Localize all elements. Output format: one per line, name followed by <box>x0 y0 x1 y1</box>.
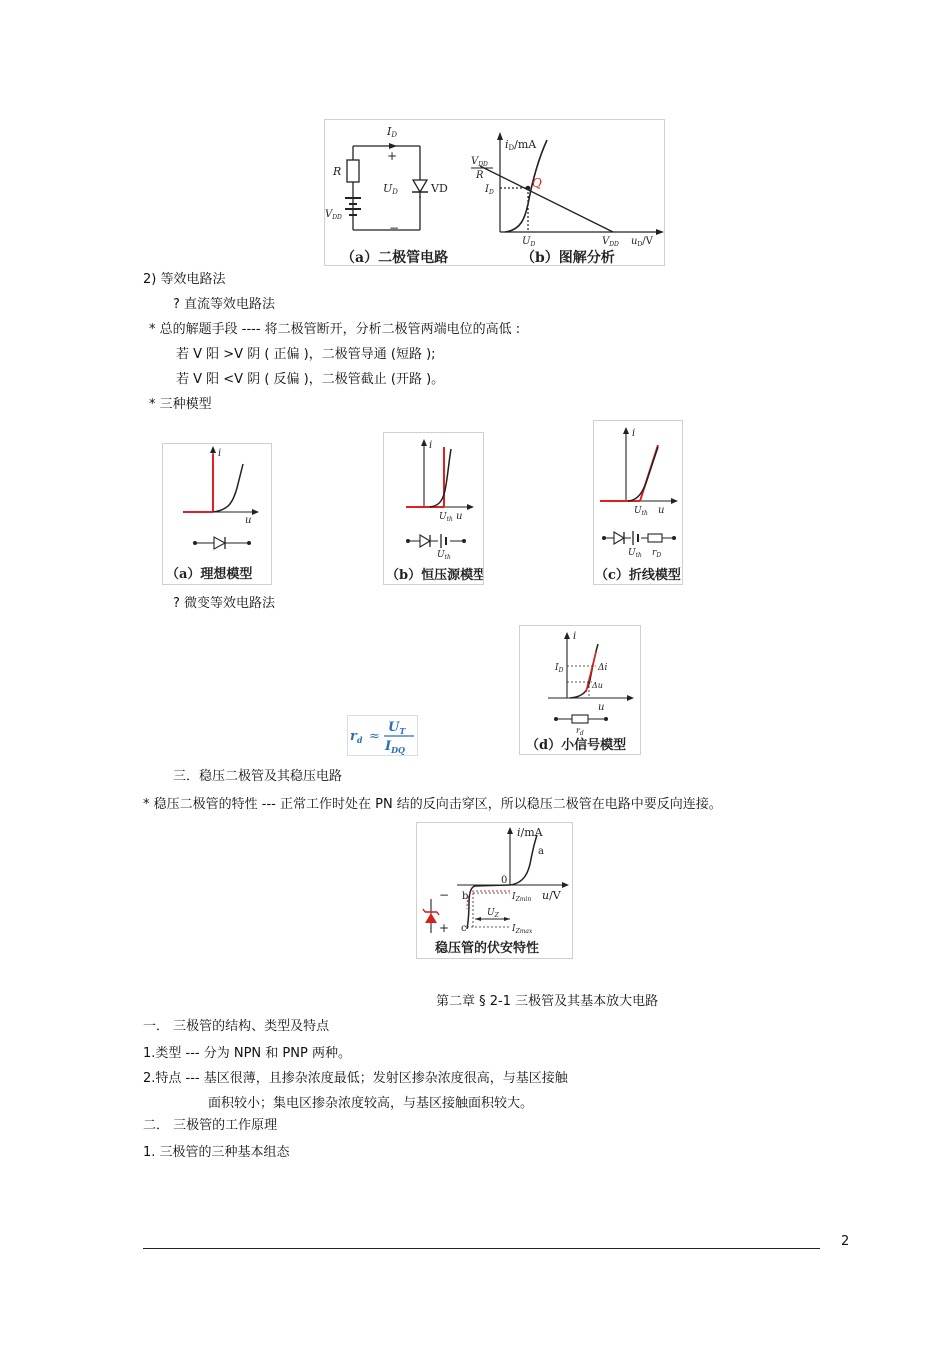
ss-resistor-symbol <box>554 715 608 723</box>
item-features: 2.特点 --- 基区很薄，且掺杂浓度最低；发射区掺杂浓度很高，与基区接触 <box>143 1071 568 1086</box>
ideal-diode-symbol <box>193 537 251 549</box>
ud-axis-label: $U_D$ <box>522 236 536 248</box>
zener-minus-label: − <box>439 888 450 902</box>
figure-piecewise-model <box>593 420 683 585</box>
note-solution-method: * 总的解题手段 ---- 将二极管断开，分析二极管两端电位的高低 : <box>149 322 521 337</box>
zener-diode-symbol <box>423 899 439 933</box>
zener-y-label: i/mA <box>517 826 543 839</box>
section-working-principle: 二． 三极管的工作原理 <box>143 1118 278 1133</box>
caption-a: （a）二极管电路 <box>341 250 449 265</box>
cv-diode-symbol <box>406 534 466 548</box>
item-small-signal-equivalent: ? 微变等效电路法 <box>173 596 276 611</box>
zener-uz-label: $U_Z$ <box>487 908 499 919</box>
formula-num: $U_T$ <box>388 720 406 736</box>
pw-uth-symbol-label: $U_{th}$ <box>628 548 642 559</box>
zener-x-label: u/V <box>542 889 561 902</box>
cv-uth-label: $U_{th}$ <box>439 512 453 523</box>
pw-u-label: u <box>658 505 665 516</box>
ss-di-label: Δi <box>598 663 608 673</box>
note-three-models: * 三种模型 <box>149 397 212 412</box>
id-label: ID <box>387 125 397 139</box>
zener-c-label: c <box>461 923 467 934</box>
formula-svg <box>348 716 417 755</box>
zener-izmin-label: $I_{Zmin}$ <box>512 892 532 903</box>
ideal-i-label: i <box>218 448 222 459</box>
item-types: 1.类型 --- 分为 NPN 和 PNP 两种。 <box>143 1046 351 1061</box>
ss-id-label: $I_D$ <box>555 663 564 674</box>
page-number: 2 <box>841 1234 850 1249</box>
cv-i-label: i <box>429 440 433 451</box>
zener-b-label: b <box>462 891 469 902</box>
axis-x-label: $u_D/V$ <box>631 236 653 248</box>
axis-y-label: iD/mA <box>505 138 537 152</box>
heading-zener: 三．稳压二极管及其稳压电路 <box>173 769 343 784</box>
caption-constant-voltage-model: （b）恒压源模型 <box>386 568 483 583</box>
zener-origin-label: 0 <box>501 875 508 886</box>
resistor-r <box>347 160 359 182</box>
formula-rd <box>347 715 418 756</box>
pw-diode-symbol <box>602 531 676 545</box>
diode-circuit-svg <box>325 120 664 265</box>
small-signal-model-svg <box>520 626 640 754</box>
id-axis-label: $I_D$ <box>485 184 494 196</box>
item-dc-equivalent: ? 直流等效电路法 <box>173 297 276 312</box>
rule-forward-bias: 若 V 阳 >V 阴 ( 正偏 )，二极管导通 (短路 ); <box>176 347 436 362</box>
caption-zener: 稳压管的伏安特性 <box>435 941 540 956</box>
chapter-heading: 第二章 § 2-1 三极管及其基本放大电路 <box>436 994 659 1009</box>
footer-rule <box>143 1248 820 1249</box>
ss-i-label: i <box>573 631 577 642</box>
cv-u-label: u <box>456 511 463 522</box>
r-label: R <box>333 165 342 178</box>
ud-label: UD <box>383 182 398 196</box>
pw-i-label: i <box>632 428 636 439</box>
constant-voltage-model-svg <box>384 433 483 584</box>
figure-ideal-model <box>162 443 272 585</box>
zener-izmax-label: $I_{Zmax}$ <box>512 924 533 935</box>
vdd-over-r-den: R <box>476 170 484 181</box>
vdd-axis-label: $V_{DD}$ <box>602 236 619 248</box>
section-structure-types: 一． 三极管的结构、类型及特点 <box>143 1019 330 1034</box>
zener-svg <box>417 823 572 958</box>
caption-piecewise-model: （c）折线模型 <box>595 568 681 583</box>
item-features-cont: 面积较小；集电区掺杂浓度较高，与基区接触面积较大。 <box>208 1096 534 1111</box>
item-three-configurations: 1. 三极管的三种基本组态 <box>143 1145 290 1160</box>
ss-u-label: u <box>598 702 605 713</box>
zener-plus-label: + <box>439 921 450 935</box>
ideal-u-label: u <box>245 515 252 526</box>
caption-small-signal-model: （d）小信号模型 <box>526 738 627 753</box>
piecewise-model-svg <box>594 421 682 584</box>
pw-uth-label: $U_{th}$ <box>634 506 648 517</box>
zener-a-label: a <box>538 846 544 857</box>
caption-ideal-model: （a）理想模型 <box>166 567 253 582</box>
ss-du-label: Δu <box>592 681 603 690</box>
formula-lhs: $r_d$ <box>350 729 363 745</box>
caption-b: （b）图解分析 <box>521 250 615 265</box>
figure-constant-voltage-model <box>383 432 484 585</box>
figure-small-signal-model <box>519 625 641 755</box>
q-point-label: Q <box>532 176 542 190</box>
formula-approx: ≈ <box>369 729 380 744</box>
rule-reverse-bias: 若 V 阳 <V 阴 ( 反偏 )，二极管截止 (开路 )。 <box>176 372 445 387</box>
plus-label: + <box>387 149 398 163</box>
heading-equivalent-circuit: 2) 等效电路法 <box>143 272 226 287</box>
formula-den: $I_{DQ}$ <box>385 739 405 755</box>
pw-rd-symbol-label: $r_D$ <box>652 548 662 559</box>
vdd-over-r-num: $V_{DD}$ <box>471 156 488 168</box>
vdd-label: $V_{DD}$ <box>325 209 342 221</box>
cv-uth-symbol-label: $U_{th}$ <box>437 550 451 561</box>
vd-label: VD <box>431 182 448 195</box>
minus-label: − <box>389 221 400 235</box>
ideal-model-svg <box>163 444 271 584</box>
figure-zener-characteristic <box>416 822 573 959</box>
ss-rd-label: $r_d$ <box>576 726 584 737</box>
note-zener-characteristics: * 稳压二极管的特性 --- 正常工作时处在 PN 结的反向击穿区，所以稳压二极管在电路中要反向连接。 <box>143 797 722 812</box>
figure-diode-circuit <box>324 119 665 266</box>
